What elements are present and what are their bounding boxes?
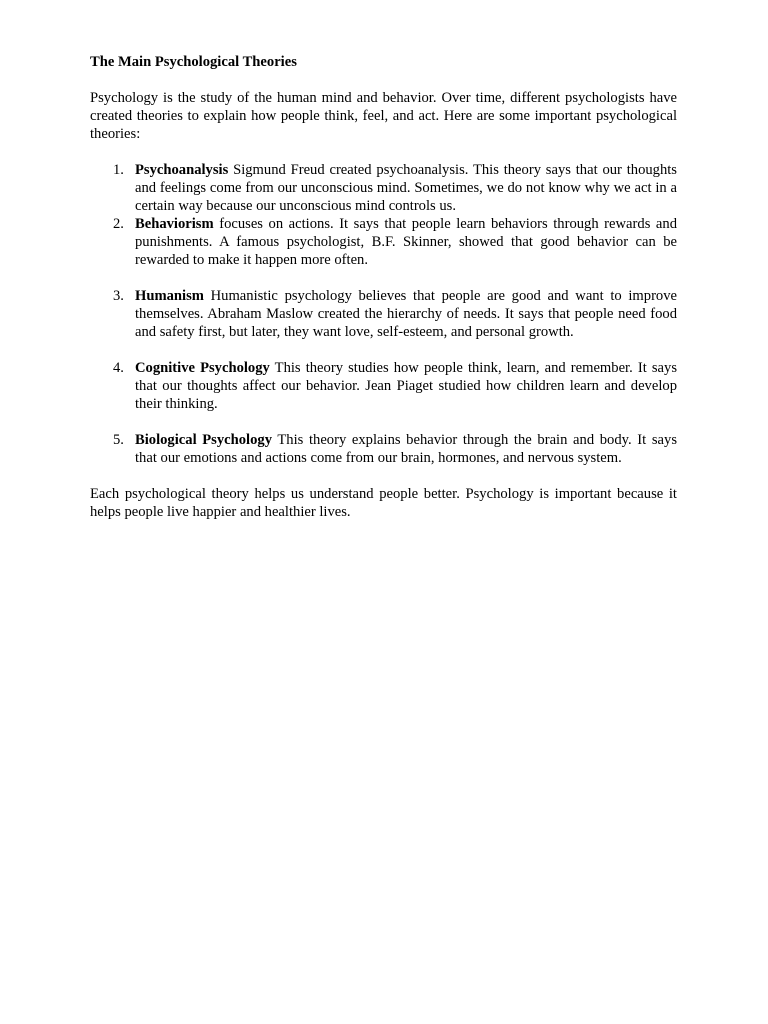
list-item-cognitive-psychology xyxy=(90,359,677,413)
conclusion-paragraph: Each psychological theory helps us understand people better. Psychology is important because it helps people live happier and healthier lives. xyxy=(90,486,677,520)
theory-description: Sigmund Freud created psychoanalysis. This theory says that our thoughts and feelings come from our unconscious mind. Sometimes, we do not know why we act in a certain way because our unconscious mind controls us. xyxy=(135,162,677,214)
theory-term: Humanism xyxy=(135,288,204,304)
document-page xyxy=(90,53,677,539)
intro-paragraph: Psychology is the study of the human mind and behavior. Over time, different psychologists have created theories to explain how people think, feel, and act. Here are some important psychological theories: xyxy=(90,90,677,142)
theory-description: This theory explains behavior through the brain and body. It says that our emotions and actions come from our brain, hormones, and nervous system. xyxy=(135,432,677,466)
document-title: The Main Psychological Theories xyxy=(90,54,297,70)
list-number: 3. xyxy=(113,288,124,304)
list-item-biological-psychology xyxy=(90,431,677,467)
list-item-humanism xyxy=(90,287,677,341)
theory-term: Psychoanalysis xyxy=(135,162,229,178)
list-number: 1. xyxy=(113,162,124,178)
list-item-behaviorism xyxy=(90,215,677,269)
theory-term: Cognitive Psychology xyxy=(135,360,270,376)
theory-description: This theory studies how people think, learn, and remember. It says that our thoughts affect our behavior. Jean Piaget studied how children learn and develop their thinking. xyxy=(135,360,677,412)
theory-description: Humanistic psychology believes that people are good and want to improve themselves. Abraham Maslow created the hierarchy of needs. It says that people need food and safety first, but later, they want love, self-esteem, and personal growth. xyxy=(135,288,677,340)
list-number: 5. xyxy=(113,432,124,448)
theories-list xyxy=(90,161,677,467)
list-number: 4. xyxy=(113,360,124,376)
list-item-psychoanalysis xyxy=(90,161,677,215)
theory-term: Biological Psychology xyxy=(135,432,272,448)
theory-description: focuses on actions. It says that people learn behaviors through rewards and punishments. A famous psychologist, B.F. Skinner, showed that good behavior can be rewarded to make it happen more often. xyxy=(135,216,677,268)
list-number: 2. xyxy=(113,216,124,232)
theory-term: Behaviorism xyxy=(135,216,214,232)
